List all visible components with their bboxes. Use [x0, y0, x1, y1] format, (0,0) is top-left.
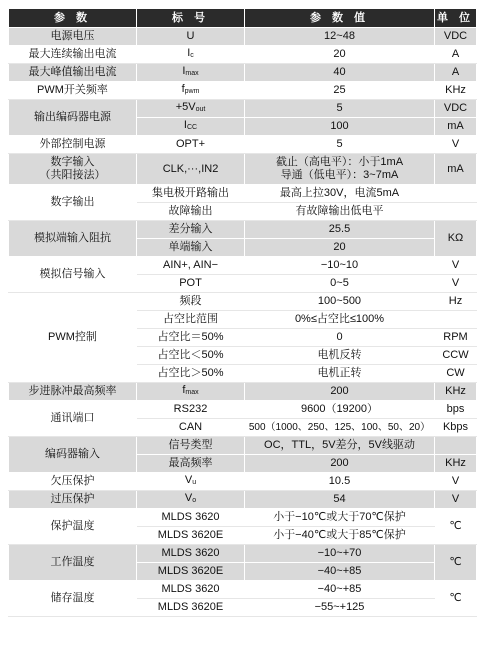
param-name: 过压保护: [9, 491, 137, 509]
header-row: [9, 9, 477, 28]
param-value: −10~10: [245, 257, 435, 275]
name-line: 数字输入: [50, 156, 95, 168]
param-unit: V: [435, 136, 477, 154]
param-unit: KΩ: [435, 221, 477, 257]
param-symbol: 占空比＞50%: [137, 365, 245, 383]
param-value: 200: [245, 455, 435, 473]
param-symbol: CAN: [137, 419, 245, 437]
header-param: 参 数: [9, 9, 137, 28]
param-unit: [435, 185, 477, 203]
param-name: 最大连续输出电流: [9, 46, 137, 64]
param-value: 电机正转: [245, 365, 435, 383]
value-line: 截止（高电平）：小于1mA: [275, 156, 404, 168]
param-unit: V: [435, 257, 477, 275]
param-value: 12~48: [245, 28, 435, 46]
param-symbol: 占空比＜50%: [137, 347, 245, 365]
param-name: 储存温度: [9, 581, 137, 617]
param-symbol: [137, 383, 245, 401]
param-value: 100: [245, 118, 435, 136]
symbol-main: f: [181, 83, 185, 95]
param-name: 保护温度: [9, 509, 137, 545]
param-symbol: MLDS 3620E: [137, 563, 245, 581]
symbol-sub: pwm: [184, 88, 200, 95]
table-row: [9, 401, 477, 419]
param-symbol: [137, 491, 245, 509]
symbol-main: I: [182, 65, 186, 77]
param-value: 54: [245, 491, 435, 509]
param-symbol: MLDS 3620: [137, 581, 245, 599]
symbol-sub: CC: [186, 124, 198, 131]
param-name: PWM开关频率: [9, 82, 137, 100]
param-value: 10.5: [245, 473, 435, 491]
param-symbol: 故障输出: [137, 203, 245, 221]
param-name: 电源电压: [9, 28, 137, 46]
param-value: 0: [245, 329, 435, 347]
param-symbol: RS232: [137, 401, 245, 419]
param-symbol: 占空比＝50%: [137, 329, 245, 347]
param-unit: mA: [435, 154, 477, 185]
table-row: [9, 509, 477, 527]
param-symbol: OPT+: [137, 136, 245, 154]
param-unit: ℃: [435, 581, 477, 617]
param-name: 最大峰值输出电流: [9, 64, 137, 82]
table-row: [9, 136, 477, 154]
table-row: [9, 185, 477, 203]
param-unit: V: [435, 491, 477, 509]
param-unit: CCW: [435, 347, 477, 365]
param-name: 工作温度: [9, 545, 137, 581]
param-unit: V: [435, 275, 477, 293]
param-value: 5: [245, 100, 435, 118]
param-value: 500（1000、250、125、100、50、20）: [245, 419, 435, 437]
param-unit: [435, 203, 477, 221]
param-symbol: MLDS 3620E: [137, 599, 245, 617]
table-row: [9, 154, 477, 185]
param-symbol: MLDS 3620: [137, 509, 245, 527]
param-symbol: [137, 82, 245, 100]
symbol-sub: c: [190, 52, 194, 59]
table-row: [9, 581, 477, 599]
param-unit: KHz: [435, 455, 477, 473]
param-name: 通讯端口: [9, 401, 137, 437]
table-row: [9, 545, 477, 563]
param-value: 0%≤占空比≤100%: [245, 311, 435, 329]
param-symbol: 频段: [137, 293, 245, 311]
table-row: [9, 100, 477, 118]
param-name: 步进脉冲最高频率: [9, 383, 137, 401]
param-unit: KHz: [435, 82, 477, 100]
param-value: [245, 154, 435, 185]
param-name: 外部控制电源: [9, 136, 137, 154]
spec-table: [8, 8, 477, 617]
param-symbol: 单端输入: [137, 239, 245, 257]
param-name: 数字输出: [9, 185, 137, 221]
param-unit: KHz: [435, 383, 477, 401]
param-unit: ℃: [435, 545, 477, 581]
param-value: 40: [245, 64, 435, 82]
param-unit: bps: [435, 401, 477, 419]
param-value: −40~+85: [245, 563, 435, 581]
param-value: 20: [245, 46, 435, 64]
param-symbol: [137, 100, 245, 118]
table-row: [9, 491, 477, 509]
param-symbol: [137, 46, 245, 64]
param-value: 电机反转: [245, 347, 435, 365]
param-value: −10~+70: [245, 545, 435, 563]
param-value: 9600（19200）: [245, 401, 435, 419]
table-row: [9, 293, 477, 311]
symbol-main: V: [184, 492, 193, 504]
param-symbol: [137, 64, 245, 82]
header-symbol: 标 号: [137, 9, 245, 28]
param-name: PWM控制: [9, 293, 137, 383]
param-symbol: 信号类型: [137, 437, 245, 455]
param-unit: [435, 437, 477, 455]
table-row: [9, 383, 477, 401]
param-name: 输出编码器电源: [9, 100, 137, 136]
table-row: [9, 257, 477, 275]
symbol-sub: max: [185, 389, 199, 396]
param-value: −40~+85: [245, 581, 435, 599]
param-unit: Hz: [435, 293, 477, 311]
param-name: 模拟信号输入: [9, 257, 137, 293]
param-value: 小于−10℃或大于70℃保护: [245, 509, 435, 527]
param-unit: VDC: [435, 28, 477, 46]
param-value: −55~+125: [245, 599, 435, 617]
symbol-main: I: [187, 47, 191, 59]
param-unit: V: [435, 473, 477, 491]
param-value: 100~500: [245, 293, 435, 311]
param-value: 25: [245, 82, 435, 100]
param-value: 有故障输出低电平: [245, 203, 435, 221]
param-symbol: MLDS 3620: [137, 545, 245, 563]
param-unit: A: [435, 46, 477, 64]
param-symbol: 集电极开路输出: [137, 185, 245, 203]
param-value: 最高上拉30V，电流5mA: [245, 185, 435, 203]
symbol-main: I: [183, 119, 187, 131]
param-value: 200: [245, 383, 435, 401]
param-symbol: POT: [137, 275, 245, 293]
param-unit: RPM: [435, 329, 477, 347]
value-line: 导通（低电平）：3~7mA: [280, 169, 399, 181]
symbol-sub: max: [185, 70, 199, 77]
param-symbol: 最高频率: [137, 455, 245, 473]
table-row: [9, 28, 477, 46]
symbol-main: V: [184, 474, 193, 486]
param-unit: CW: [435, 365, 477, 383]
table-row: [9, 64, 477, 82]
param-unit: ℃: [435, 509, 477, 545]
param-value: 5: [245, 136, 435, 154]
symbol-main: f: [182, 384, 186, 396]
param-unit: Kbps: [435, 419, 477, 437]
param-value: 25.5: [245, 221, 435, 239]
symbol-sub: out: [195, 106, 206, 113]
table-row: [9, 82, 477, 100]
header-value: 参 数 值: [245, 9, 435, 28]
param-value: 小于−40℃或大于85℃保护: [245, 527, 435, 545]
table-row: [9, 473, 477, 491]
param-unit: VDC: [435, 100, 477, 118]
param-symbol: MLDS 3620E: [137, 527, 245, 545]
param-unit: mA: [435, 118, 477, 136]
name-line: （共阳接法）: [39, 169, 106, 181]
param-symbol: U: [137, 28, 245, 46]
symbol-sub: u: [192, 479, 197, 486]
param-name: 模拟端输入阻抗: [9, 221, 137, 257]
symbol-main: +5V: [175, 101, 196, 113]
table-row: [9, 221, 477, 239]
param-symbol: [137, 118, 245, 136]
param-value: OC，TTL，5V差分，5V线驱动: [245, 437, 435, 455]
param-value: 20: [245, 239, 435, 257]
param-name: 编码器输入: [9, 437, 137, 473]
param-symbol: 占空比范围: [137, 311, 245, 329]
param-symbol: CLK,···,IN2: [137, 154, 245, 185]
param-symbol: 差分输入: [137, 221, 245, 239]
param-value: 0~5: [245, 275, 435, 293]
param-symbol: AIN+, AIN−: [137, 257, 245, 275]
table-row: [9, 437, 477, 455]
param-symbol: [137, 473, 245, 491]
param-unit: [435, 311, 477, 329]
param-name: [9, 154, 137, 185]
param-unit: A: [435, 64, 477, 82]
header-unit: 单 位: [435, 9, 477, 28]
param-name: 欠压保护: [9, 473, 137, 491]
table-row: [9, 46, 477, 64]
symbol-sub: o: [192, 497, 197, 504]
